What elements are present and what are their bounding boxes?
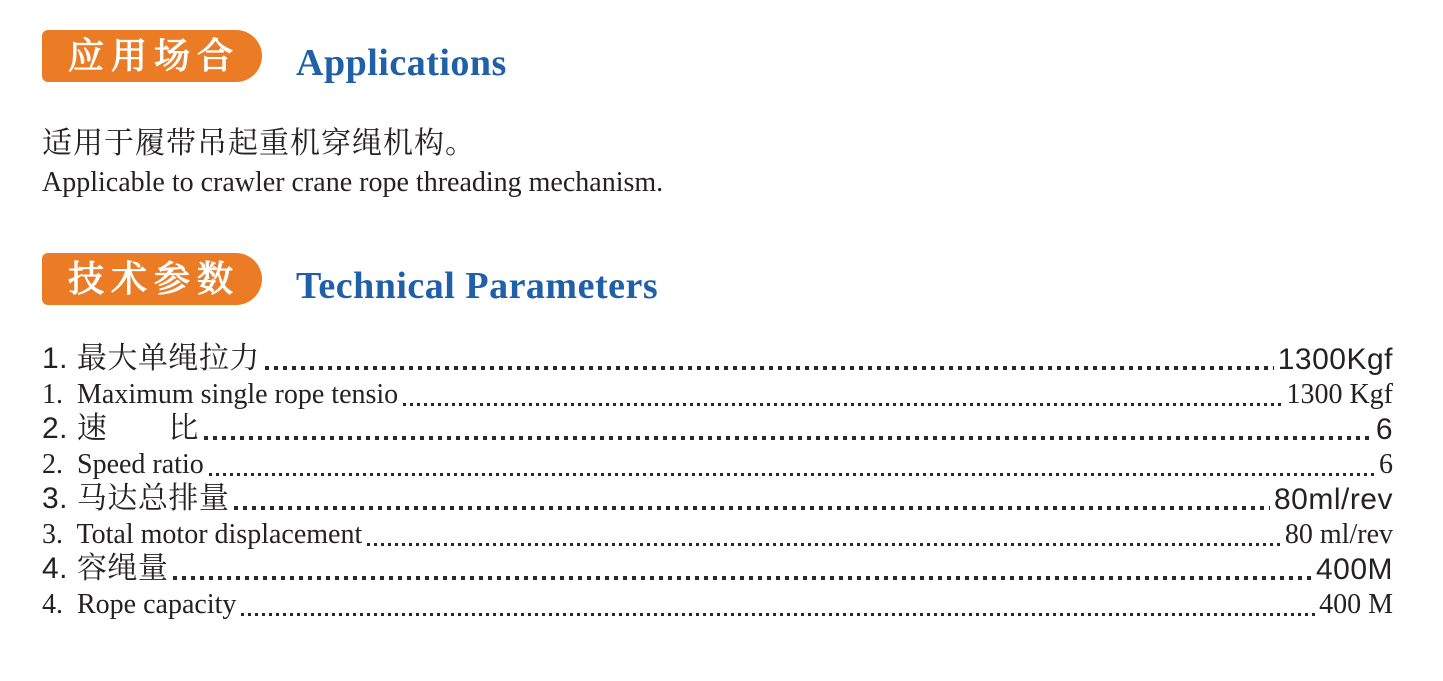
parameter-label-cn: 3. 马达总排量 <box>42 482 230 515</box>
applications-badge-cn: 应用场合 <box>42 30 262 82</box>
dot-leader <box>204 436 1372 440</box>
parameter-row-cn <box>42 551 1393 587</box>
parameter-row-cn <box>42 341 1393 377</box>
applications-body-cn: 适用于履带吊起重机穿绳机构。 <box>42 127 476 160</box>
parameter-label-en: 3. Total motor displacement <box>42 519 363 550</box>
parameter-row-en <box>42 587 1393 621</box>
parameter-label-cn: 1. 最大单绳拉力 <box>42 342 260 375</box>
parameter-item <box>42 411 1393 481</box>
applications-section-header <box>42 30 1393 82</box>
parameter-value-en: 1300 Kgf <box>1286 379 1393 410</box>
parameter-row-cn <box>42 481 1393 517</box>
parameter-row-en <box>42 517 1393 551</box>
parameter-row-en <box>42 377 1393 411</box>
applications-title-en: Applications <box>296 42 507 84</box>
dot-leader <box>173 576 1312 580</box>
dot-leader <box>234 506 1270 510</box>
parameter-row-en <box>42 447 1393 481</box>
technical-title-en: Technical Parameters <box>296 265 659 307</box>
parameter-value-en: 6 <box>1379 449 1393 480</box>
technical-badge-cn: 技术参数 <box>42 253 262 305</box>
parameter-value-cn: 1300Kgf <box>1277 343 1393 376</box>
parameter-value-cn: 80ml/rev <box>1273 483 1393 516</box>
parameter-value-en: 80 ml/rev <box>1284 519 1393 550</box>
technical-section-header <box>42 253 1393 305</box>
dot-leader <box>367 543 1281 546</box>
parameter-item <box>42 481 1393 551</box>
parameter-value-cn: 6 <box>1375 413 1393 446</box>
dot-leader <box>241 613 1315 616</box>
dot-leader <box>265 366 1274 370</box>
parameter-item <box>42 551 1393 621</box>
parameter-value-en: 400 M <box>1319 589 1393 620</box>
dot-leader <box>403 403 1282 406</box>
parameters-list <box>42 341 1393 621</box>
parameter-label-en: 1. Maximum single rope tensio <box>42 379 399 410</box>
parameter-label-cn: 2. 速 比 <box>42 412 199 445</box>
parameter-label-en: 4. Rope capacity <box>42 589 237 620</box>
parameter-label-cn: 4. 容绳量 <box>42 552 169 585</box>
parameter-row-cn <box>42 411 1393 447</box>
parameter-item <box>42 341 1393 411</box>
parameter-label-en: 2. Speed ratio <box>42 449 204 480</box>
applications-body-en: Applicable to crawler crane rope threading mechanism. <box>42 167 664 198</box>
parameter-value-cn: 400M <box>1315 553 1393 586</box>
dot-leader <box>209 473 1375 476</box>
